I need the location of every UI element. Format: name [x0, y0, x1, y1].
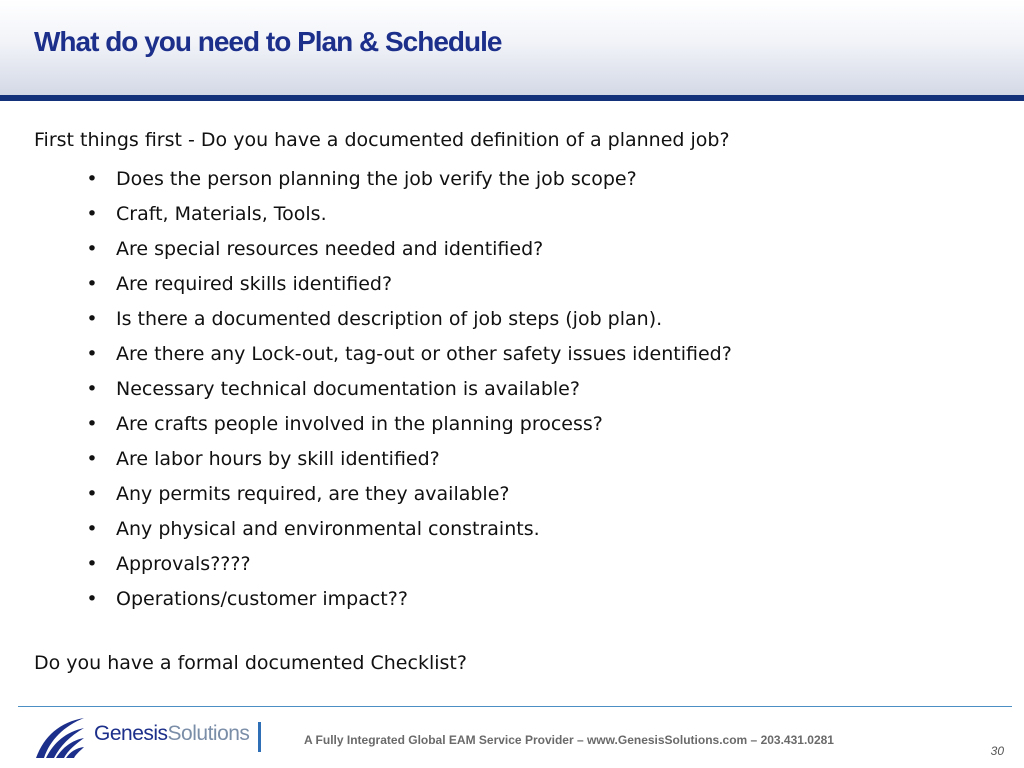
- bullet-icon: •: [86, 168, 98, 190]
- list-item: [34, 582, 994, 617]
- list-item-text: Operations/customer impact??: [116, 588, 408, 610]
- list-item: [34, 442, 994, 477]
- bullet-icon: •: [86, 203, 98, 225]
- company-logo: [34, 714, 264, 764]
- list-item: [34, 232, 994, 267]
- footer-divider: [18, 706, 1012, 707]
- bullet-icon: •: [86, 273, 98, 295]
- bullet-icon: •: [86, 483, 98, 505]
- bullet-icon: •: [86, 518, 98, 540]
- list-item-text: Are required skills identified?: [116, 273, 393, 295]
- list-item-text: Does the person planning the job verify the job scope?: [116, 168, 637, 190]
- list-item-text: Are labor hours by skill identified?: [116, 448, 440, 470]
- bullet-icon: •: [86, 413, 98, 435]
- list-item: [34, 477, 994, 512]
- logo-separator: [258, 722, 261, 752]
- list-item: [34, 372, 994, 407]
- list-item-text: Any permits required, are they available?: [116, 483, 510, 505]
- bullet-icon: •: [86, 448, 98, 470]
- bullet-icon: •: [86, 343, 98, 365]
- bullet-icon: •: [86, 308, 98, 330]
- list-item-text: Approvals????: [116, 553, 251, 575]
- bullet-icon: •: [86, 553, 98, 575]
- list-item: [34, 512, 994, 547]
- list-item-text: Are special resources needed and identified?: [116, 238, 544, 260]
- list-item: [34, 337, 994, 372]
- list-item: [34, 267, 994, 302]
- list-item-text: Any physical and environmental constraints.: [116, 518, 540, 540]
- footer-tagline: A Fully Integrated Global EAM Service Provider – www.GenesisSolutions.com – 203.431.0281: [304, 733, 834, 747]
- logo-wordmark: [94, 722, 249, 746]
- list-item-text: Are there any Lock-out, tag-out or other safety issues identified?: [116, 343, 732, 365]
- list-item: [34, 162, 994, 197]
- list-item-text: Craft, Materials, Tools.: [116, 203, 327, 225]
- page-number: 30: [990, 744, 1004, 758]
- bullet-list: [34, 162, 994, 617]
- list-item: [34, 197, 994, 232]
- bullet-icon: •: [86, 588, 98, 610]
- list-item-text: Necessary technical documentation is available?: [116, 378, 580, 400]
- logo-wordmark-part1: Genesis: [94, 722, 168, 745]
- genesis-swoosh-logo-icon: [34, 716, 86, 760]
- header-divider: [0, 95, 1024, 101]
- slide-body: [34, 126, 994, 677]
- closing-question: Do you have a formal documented Checklist?: [34, 652, 467, 674]
- list-item-text: Are crafts people involved in the planning process?: [116, 413, 603, 435]
- list-item-text: Is there a documented description of job steps (job plan).: [116, 308, 663, 330]
- list-item: [34, 547, 994, 582]
- lead-question: First things first - Do you have a documented definition of a planned job?: [34, 129, 730, 151]
- slide-title: What do you need to Plan & Schedule: [34, 26, 502, 57]
- list-item: [34, 407, 994, 442]
- list-item: [34, 302, 994, 337]
- bullet-icon: •: [86, 238, 98, 260]
- bullet-icon: •: [86, 378, 98, 400]
- logo-wordmark-part2: Solutions: [167, 722, 250, 745]
- slide-header: [0, 0, 1024, 96]
